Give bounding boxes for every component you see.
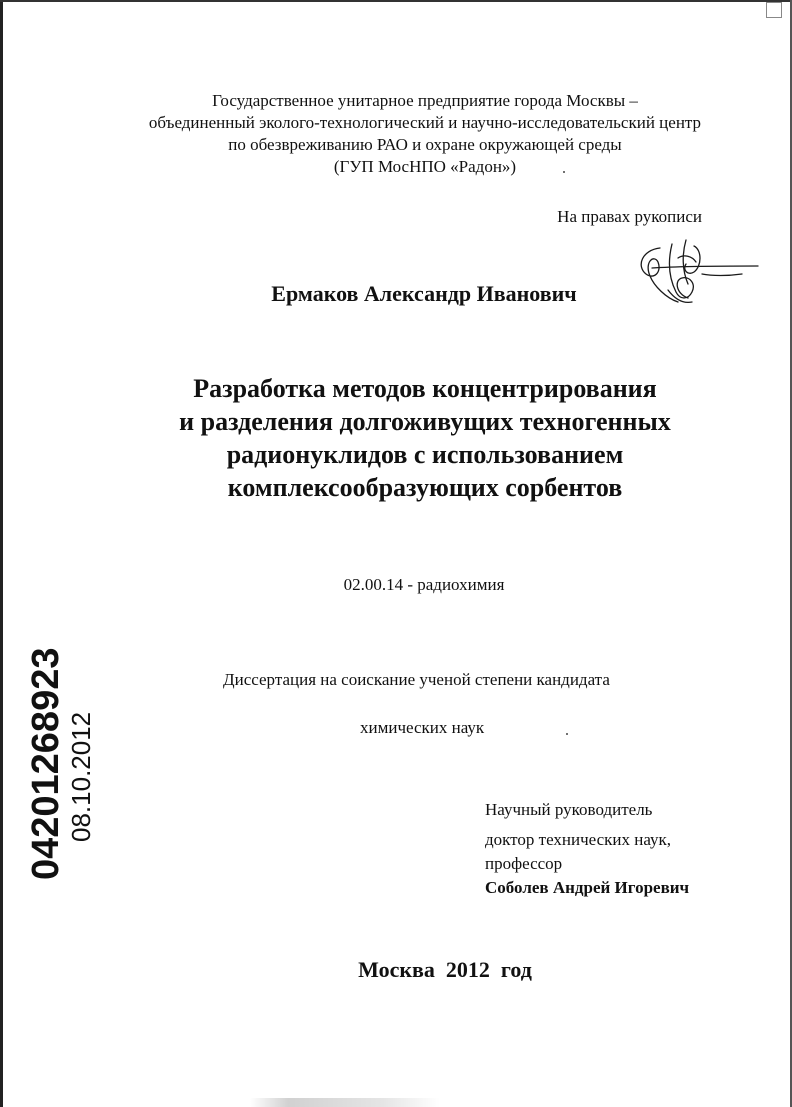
organization-line-2: объединенный эколого-технологический и научно-исследовательский центр: [148, 113, 702, 132]
supervisor-label: Научный руководитель: [485, 800, 653, 819]
title-line-2: и разделения долгоживущих техногенных: [179, 407, 671, 436]
corner-mark: [766, 2, 782, 18]
bleed-through-marks: [250, 1098, 440, 1107]
supervisor-block: [485, 798, 689, 900]
page-edge-top: [0, 0, 792, 2]
organization-line-1: Государственное унитарное предприятие города Москвы –: [212, 91, 638, 110]
title-line-1: Разработка методов концентрирования: [193, 374, 657, 403]
dissertation-degree-line-1: Диссертация на соискание ученой степени кандидата: [223, 670, 610, 689]
title-line-4: комплексообразующих сорбентов: [227, 473, 623, 502]
stamp-number: 04201268923: [25, 647, 67, 880]
dissertation-title: [120, 372, 730, 504]
stray-dot: [563, 171, 565, 173]
organization-line-3: по обезвреживанию РАО и охране окружающей среды: [228, 135, 622, 154]
dissertation-degree-line-2: химических наук: [360, 718, 485, 737]
title-line-3: радионуклидов с использованием: [226, 440, 624, 469]
page-edge-left: [0, 0, 3, 1107]
supervisor-rank: профессор: [485, 854, 563, 873]
manuscript-note: На правах рукописи: [557, 207, 702, 226]
library-stamp: [26, 648, 96, 880]
organization-line-4: (ГУП МосНПО «Радон»): [333, 157, 517, 176]
specialty-code: 02.00.14 - радиохимия: [343, 575, 505, 594]
author-name: Ермаков Александр Иванович: [271, 281, 577, 306]
stray-dot: [566, 733, 568, 735]
supervisor-degree: доктор технических наук,: [485, 830, 672, 849]
supervisor-name: Соболев Андрей Игоревич: [485, 878, 690, 897]
city-year: Москва 2012 год: [358, 957, 532, 982]
stamp-date: 08.10.2012: [66, 711, 96, 842]
organization-header: [120, 90, 730, 178]
